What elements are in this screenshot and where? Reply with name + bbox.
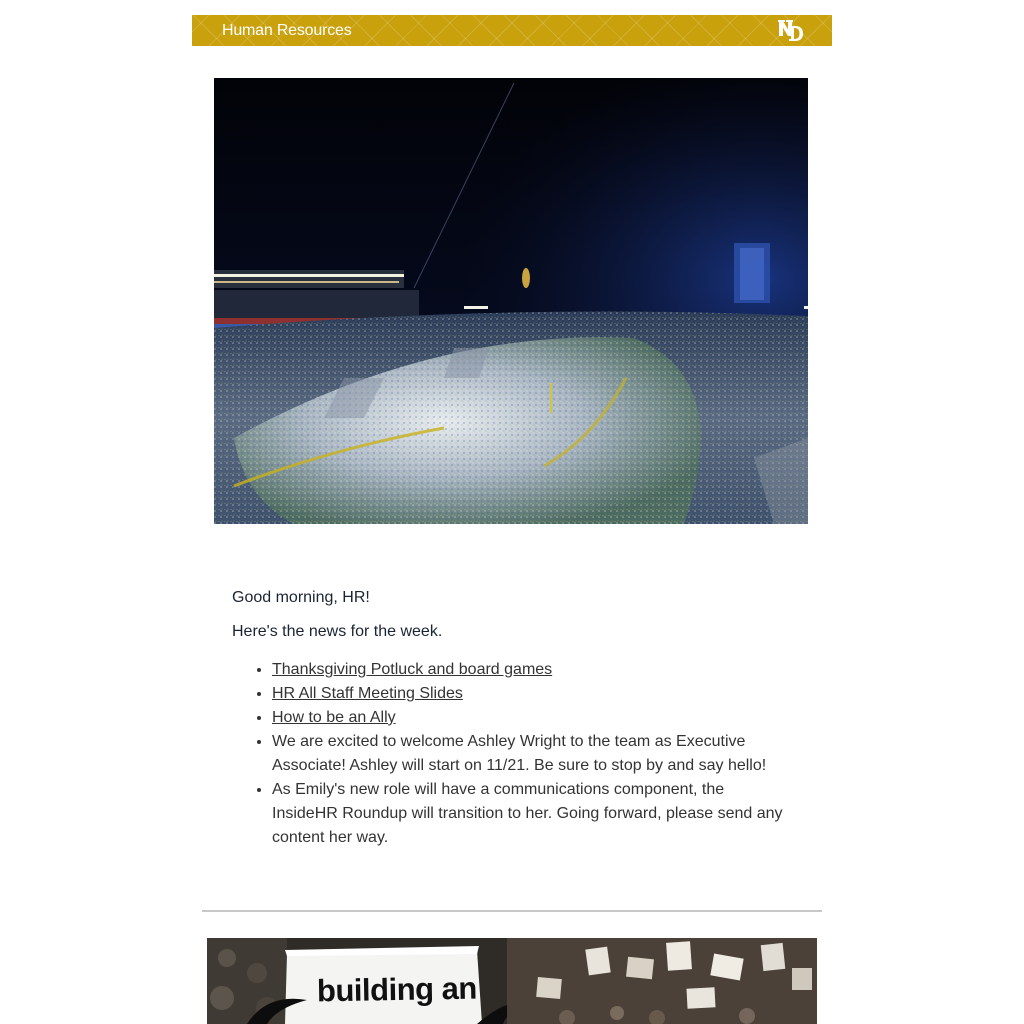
header-title: Human Resources <box>222 22 352 39</box>
message-body <box>232 588 792 850</box>
list-item: • As Emily's new role will have a communications component, the InsideHR Roundup will transition to her. Going forward, please send any content her way. <box>272 778 792 850</box>
greeting-text: Good morning, HR! <box>232 589 370 606</box>
intro-text: Here's the news for the week. <box>232 623 443 640</box>
stadium-photo-illustration <box>214 78 808 524</box>
protest-crowd-illustration <box>207 938 817 1024</box>
banner-heading: building an <box>316 970 478 1009</box>
staff-meeting-slides-link[interactable]: HR All Staff Meeting Slides <box>272 685 463 702</box>
header-banner <box>192 15 832 46</box>
ally-banner-image <box>207 938 817 1024</box>
news-list <box>232 658 792 850</box>
list-item: • We are excited to welcome Ashley Wright to the team as Executive Associate! Ashley will start on 11/21. Be sure to stop by and say hello! <box>272 730 792 778</box>
list-item <box>272 706 792 730</box>
notre-dame-logo-icon <box>778 19 804 42</box>
list-item <box>272 682 792 706</box>
how-to-be-an-ally-link[interactable]: How to be an Ally <box>272 709 396 726</box>
stadium-crowd-photo <box>214 78 808 524</box>
list-item <box>272 658 792 682</box>
thanksgiving-potluck-link[interactable]: Thanksgiving Potluck and board games <box>272 661 553 678</box>
section-divider <box>202 910 822 912</box>
